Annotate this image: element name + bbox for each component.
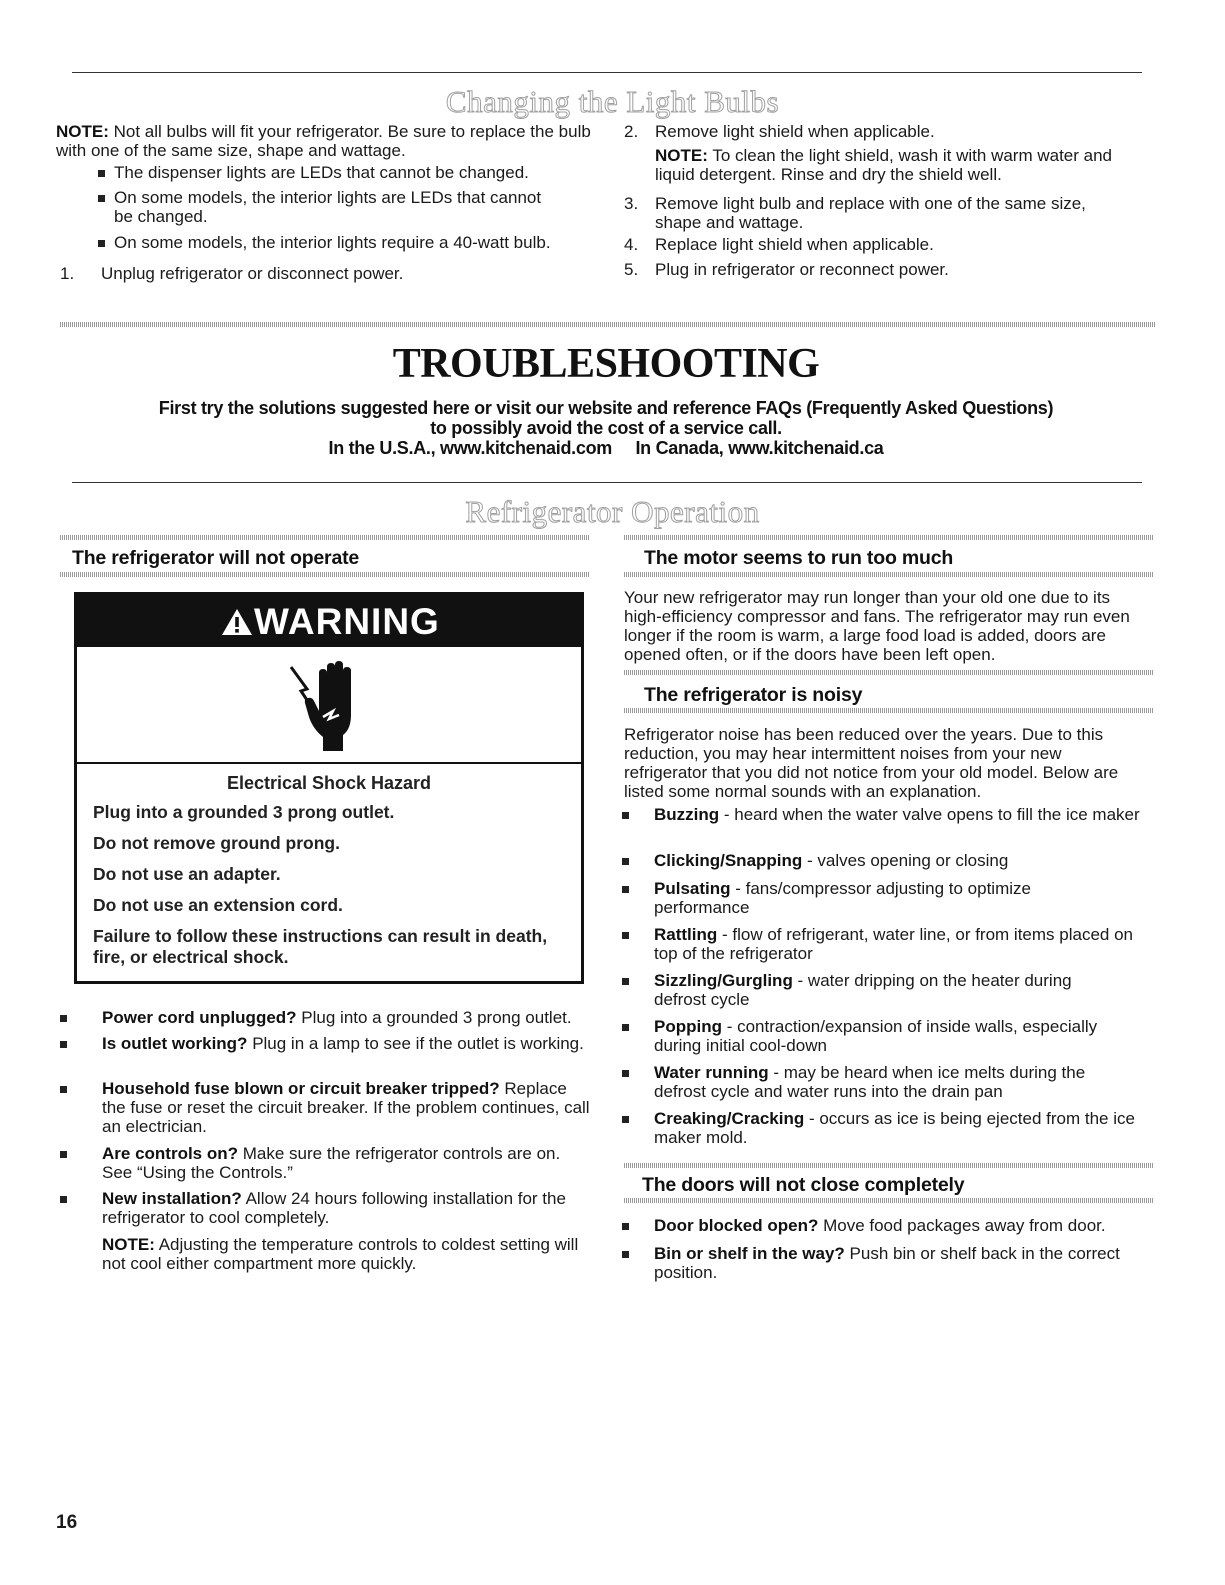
subsection-divider — [624, 535, 1154, 540]
warning-box — [74, 592, 584, 984]
list-item-text — [654, 1244, 1142, 1282]
list-item — [114, 233, 584, 259]
list-item — [654, 1063, 1142, 1109]
troubleshooting-intro — [0, 398, 1212, 458]
step-text: Plug in refrigerator or reconnect power. — [655, 260, 949, 279]
electric-shock-hand-icon — [287, 659, 367, 755]
list-item — [102, 1189, 594, 1235]
bullet-icon — [60, 1015, 67, 1022]
list-item-text — [654, 1109, 1142, 1147]
bullet-icon — [98, 195, 105, 202]
noisy-list — [654, 805, 1142, 1155]
not-operate-note — [102, 1235, 594, 1273]
step-number: 5. — [624, 260, 639, 279]
list-item-text — [654, 1216, 1142, 1235]
sound-name: Sizzling/Gurgling — [654, 971, 793, 990]
sound-description: - contraction/expansion of inside walls, especially during initial cool-down — [654, 1017, 1098, 1055]
sound-name: Buzzing — [654, 805, 720, 824]
bulbs-left-column — [56, 122, 596, 160]
list-item — [654, 1244, 1142, 1290]
list-item — [654, 805, 1142, 851]
bullet-icon — [60, 1086, 67, 1093]
bullet-icon — [622, 886, 629, 893]
note-text: Adjusting the temperature controls to coldest setting will not cool either compartment more quickly. — [102, 1235, 579, 1273]
bullet-icon — [622, 858, 629, 865]
subsection-divider — [60, 572, 590, 577]
warning-line: Failure to follow these instructions can result in death, fire, or electrical shock. — [93, 926, 548, 967]
answer: Move food packages away from door. — [823, 1216, 1106, 1235]
doors-list — [654, 1216, 1142, 1290]
subsection-divider — [624, 1163, 1154, 1168]
step-text: Remove light shield when applicable. — [655, 122, 935, 141]
sound-description: - fans/compressor adjusting to optimize performance — [654, 879, 1031, 917]
bullet-icon — [622, 978, 629, 985]
warning-icon-area — [77, 647, 581, 764]
doors-title: The doors will not close completely — [642, 1174, 965, 1196]
list-item — [114, 188, 584, 233]
sound-name: Rattling — [654, 925, 718, 944]
subsection-divider — [60, 535, 590, 540]
question: Power cord unplugged? — [102, 1008, 297, 1027]
sound-name: Pulsating — [654, 879, 731, 898]
list-item — [654, 879, 1142, 925]
question: Household fuse blown or circuit breaker tripped? — [102, 1079, 500, 1098]
sound-name: Popping — [654, 1017, 722, 1036]
list-item-text: On some models, the interior lights require a 40-watt bulb. — [114, 233, 551, 252]
question: Are controls on? — [102, 1144, 239, 1163]
bullet-icon — [98, 240, 105, 247]
step2-note-text: To clean the light shield, wash it with warm water and liquid detergent. Rinse and dry the shield well. — [655, 146, 1113, 184]
list-item — [102, 1008, 594, 1034]
warning-banner — [77, 595, 581, 647]
list-item — [654, 925, 1142, 971]
warning-line: Do not use an extension cord. — [93, 895, 343, 915]
sound-description: - may be heard when ice melts during the defrost cycle and water runs into the drain pan — [654, 1063, 1086, 1101]
list-item — [102, 1079, 594, 1144]
intro-line-1: First try the solutions suggested here or visit our website and reference FAQs (Frequently Asked Questions) — [158, 398, 1054, 418]
sound-description: - valves opening or closing — [802, 851, 1009, 870]
question: Is outlet working? — [102, 1034, 248, 1053]
bullet-icon — [622, 1251, 629, 1258]
list-item — [114, 163, 584, 188]
list-item-text — [102, 1008, 594, 1027]
bullet-icon — [98, 170, 105, 177]
sound-name: Water running — [654, 1063, 769, 1082]
bullet-icon — [622, 1024, 629, 1031]
step-number: 3. — [624, 194, 639, 213]
top-rule — [72, 72, 1142, 73]
warning-lines — [93, 802, 573, 968]
list-item-text — [102, 1079, 594, 1136]
bullet-icon — [60, 1151, 67, 1158]
sound-description: - heard when the water valve opens to fill the ice maker — [719, 805, 1140, 824]
list-item — [102, 1144, 594, 1189]
bullet-icon — [622, 1116, 629, 1123]
sound-name: Clicking/Snapping — [654, 851, 803, 870]
list-item — [654, 1109, 1142, 1155]
answer: Make sure the refrigerator controls are on. See “Using the Controls.” — [102, 1144, 561, 1182]
step-text: Remove light bulb and replace with one of the same size, shape and wattage. — [655, 194, 1086, 232]
bulbs-note-text: Not all bulbs will fit your refrigerator. Be sure to replace the bulb with one of the same size, shape and wattage. — [56, 122, 591, 160]
warning-line: Do not remove ground prong. — [93, 833, 340, 853]
list-item-text — [654, 1063, 1104, 1101]
sound-description: - water dripping on the heater during defrost cycle — [654, 971, 1072, 1009]
answer: Allow 24 hours following installation for the refrigerator to cool completely. — [102, 1189, 566, 1227]
step-text: Replace light shield when applicable. — [655, 235, 934, 254]
bullet-icon — [60, 1196, 67, 1203]
motor-text: Your new refrigerator may run longer than your old one due to its high-efficiency compressor and fans. The refrigerator may run even longer if the room is warm, a large food load is added, doors are opened often, or if the doors have been left open. — [624, 588, 1130, 664]
question: New installation? — [102, 1189, 242, 1208]
step2-note — [655, 146, 1145, 184]
sound-description: - occurs as ice is being ejected from the ice maker mold. — [654, 1109, 1135, 1147]
list-item — [654, 1017, 1142, 1063]
list-item-text — [102, 1034, 594, 1053]
step-text: Unplug refrigerator or disconnect power. — [101, 264, 404, 283]
list-item-text — [654, 971, 1114, 1009]
warning-label: WARNING — [254, 601, 440, 642]
subsection-divider — [624, 572, 1154, 577]
list-item — [102, 1034, 594, 1079]
list-item — [654, 851, 1142, 879]
step-number: 4. — [624, 235, 639, 254]
noisy-text: Refrigerator noise has been reduced over the years. Due to this reduction, you may hear intermittent noises from your new refrigerator that you did not notice from your old model. Below are listed some normal sounds with an explanation. — [624, 725, 1119, 801]
list-item-text — [654, 925, 1142, 963]
answer: Plug into a grounded 3 prong outlet. — [301, 1008, 572, 1027]
note-label: NOTE: — [102, 1235, 155, 1254]
step2-note-label: NOTE: — [655, 146, 708, 165]
answer: Replace the fuse or reset the circuit breaker. If the problem continues, call an electrician. — [102, 1079, 590, 1136]
bullet-icon — [622, 1223, 629, 1230]
answer: Plug in a lamp to see if the outlet is working. — [252, 1034, 584, 1053]
sound-description: - flow of refrigerant, water line, or from items placed on top of the refrigerator — [654, 925, 1134, 963]
question: Door blocked open? — [654, 1216, 819, 1235]
bullet-icon — [622, 1070, 629, 1077]
list-item-text — [654, 1017, 1142, 1055]
step-number: 2. — [624, 122, 639, 141]
operation-rule — [72, 482, 1142, 483]
not-operate-title: The refrigerator will not operate — [72, 547, 360, 569]
bullet-icon — [622, 812, 629, 819]
question: Bin or shelf in the way? — [654, 1244, 845, 1263]
list-item-text — [102, 1189, 594, 1227]
warning-triangle-icon — [220, 607, 254, 637]
bullet-icon — [622, 932, 629, 939]
warning-line: Plug into a grounded 3 prong outlet. — [93, 802, 395, 822]
list-item-text — [654, 805, 1142, 824]
bulbs-bullet-list — [114, 163, 584, 259]
page-number: 16 — [56, 1512, 78, 1533]
bullet-icon — [60, 1041, 67, 1048]
list-item-text — [102, 1144, 594, 1182]
list-item-text: On some models, the interior lights are LEDs that cannot be changed. — [114, 188, 542, 226]
bulbs-heading: Changing the Light Bulbs — [445, 84, 780, 119]
list-item — [654, 1216, 1142, 1244]
warning-hazard: Electrical Shock Hazard — [226, 773, 432, 793]
warning-line: Do not use an adapter. — [93, 864, 281, 884]
subsection-divider — [624, 1198, 1154, 1203]
step-number: 1. — [60, 264, 75, 283]
answer: Push bin or shelf back in the correct position. — [654, 1244, 1120, 1282]
subsection-divider — [624, 708, 1154, 713]
subsection-divider — [624, 670, 1154, 675]
motor-title: The motor seems to run too much — [644, 547, 954, 569]
not-operate-list — [102, 1008, 594, 1273]
sound-name: Creaking/Cracking — [654, 1109, 805, 1128]
list-item-text: The dispenser lights are LEDs that cannot be changed. — [114, 163, 529, 182]
noisy-title: The refrigerator is noisy — [644, 684, 863, 706]
bulbs-note — [56, 122, 596, 160]
list-item-text — [654, 879, 1074, 917]
troubleshooting-divider — [60, 322, 1155, 327]
operation-heading: Refrigerator Operation — [465, 494, 760, 529]
bulbs-note-label: NOTE: — [56, 122, 109, 141]
list-item-text — [654, 851, 1142, 870]
intro-line-3: In the U.S.A., www.kitchenaid.com In Canada, www.kitchenaid.ca — [328, 438, 884, 458]
list-item — [654, 971, 1142, 1017]
intro-line-2: to possibly avoid the cost of a service call. — [430, 418, 782, 438]
troubleshooting-title: TROUBLESHOOTING — [392, 341, 820, 387]
